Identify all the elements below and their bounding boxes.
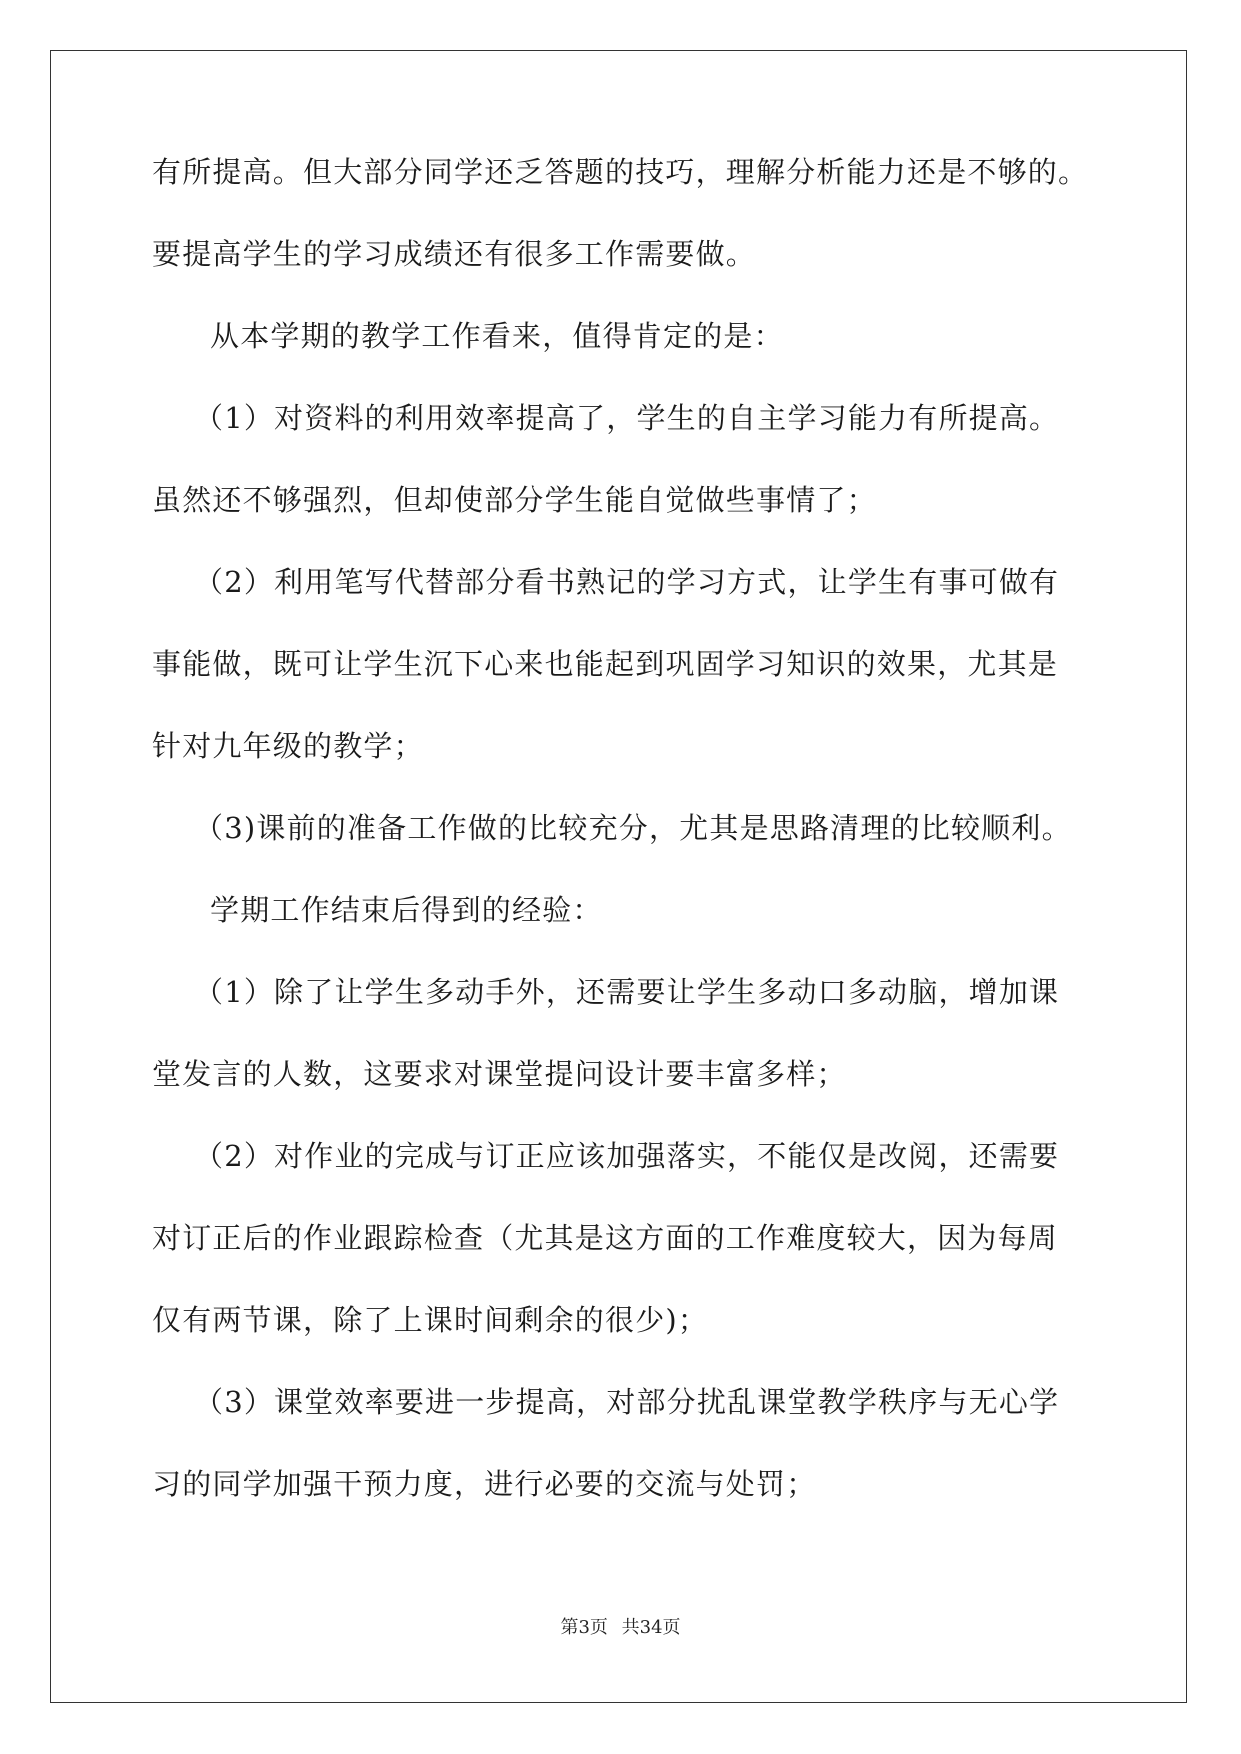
page-footer	[0, 1616, 1241, 1640]
text-line-16: （3）课堂效率要进一步提高，对部分扰乱课堂教学秩序与无心学	[194, 1385, 1060, 1419]
text-line-7: 事能做，既可让学生沉下心来也能起到巩固学习知识的效果，尤其是	[152, 647, 1059, 681]
text-line-13: （2）对作业的完成与订正应该加强落实，不能仅是改阅，还需要	[194, 1139, 1060, 1173]
text-line-17: 习的同学加强干预力度，进行必要的交流与处罚；	[152, 1467, 817, 1501]
page-number-total: 共34页	[621, 1617, 681, 1638]
text-line-5: 虽然还不够强烈，但却使部分学生能自觉做些事情了；	[152, 483, 877, 517]
text-line-3: 从本学期的教学工作看来，值得肯定的是：	[210, 319, 784, 353]
text-line-12: 堂发言的人数，这要求对课堂提问设计要丰富多样；	[152, 1057, 847, 1091]
text-line-1: 有所提高。但大部分同学还乏答题的技巧，理解分析能力还是不够的。	[152, 155, 1089, 189]
page-number-current: 第3页	[560, 1617, 608, 1638]
text-line-8: 针对九年级的教学；	[152, 729, 424, 763]
text-line-6: （2）利用笔写代替部分看书熟记的学习方式，让学生有事可做有	[194, 565, 1060, 599]
text-line-4: （1）对资料的利用效率提高了，学生的自主学习能力有所提高。	[194, 401, 1060, 435]
text-line-9: （3)课前的准备工作做的比较充分，尤其是思路清理的比较顺利。	[194, 811, 1072, 845]
page-border	[50, 50, 1187, 1703]
text-line-15: 仅有两节课，除了上课时间剩余的很少)；	[152, 1303, 709, 1337]
text-line-11: （1）除了让学生多动手外，还需要让学生多动口多动脑，增加课	[194, 975, 1060, 1009]
text-line-10: 学期工作结束后得到的经验：	[210, 893, 603, 927]
text-line-14: 对订正后的作业跟踪检查（尤其是这方面的工作难度较大，因为每周	[152, 1221, 1059, 1255]
text-line-2: 要提高学生的学习成绩还有很多工作需要做。	[152, 237, 757, 271]
